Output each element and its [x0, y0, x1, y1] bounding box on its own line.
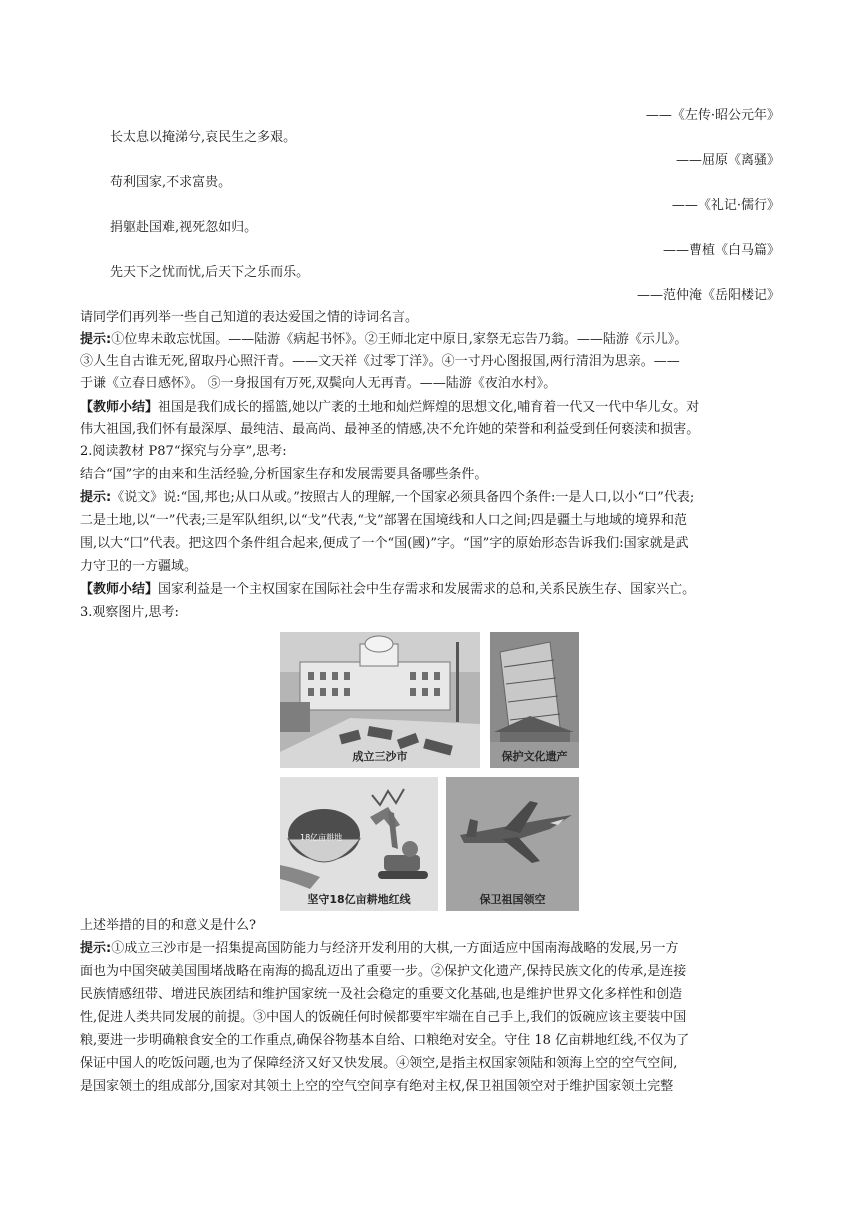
quote-source: ——曹植《白马篇》	[662, 243, 780, 258]
quote-source: ——屈原《离骚》	[675, 153, 780, 168]
figure-caption: 保卫祖国领空	[479, 893, 546, 906]
question-prompt: 上述举措的目的和意义是什么?	[80, 918, 256, 933]
teacher-summary-label: 【教师小结】	[80, 582, 159, 597]
hint-line: 提示:①位卑未敢忘忧国。——陆游《病起书怀》。②王师北定中原日,家祭无忘告乃翁。——陆游《示儿》。	[80, 332, 688, 347]
figure-caption: 保护文化遗产	[501, 750, 568, 763]
hint-line: 民族情感纽带、增进民族团结和维护国家统一及社会稳定的重要文化基础,也是维护世界文化多样性和创造	[80, 987, 683, 1002]
heritage-photo	[490, 632, 579, 768]
quote-source: ——范仲淹《岳阳楼记》	[636, 288, 780, 303]
question-title: 2.阅读教材 P87“探究与分享”,思考:	[80, 444, 287, 459]
hint-line: 二是土地,以“一”代表;三是军队组织,以“戈”代表,“戈”部署在国境线和人口之间;四是疆土与地域的境界和范	[80, 513, 688, 528]
teacher-summary: 【教师小结】国家利益是一个主权国家在国际社会中生存需求和发展需求的总和,关系民族生存、国家兴亡。	[80, 582, 696, 597]
teacher-summary: 【教师小结】祖国是我们成长的摇篮,她以广袤的土地和灿烂辉煌的思想文化,哺育着一代又一代中华儿女。对	[80, 400, 700, 415]
hint-line: ③人生自古谁无死,留取丹心照汗青。——文天祥《过零丁洋》。④一寸丹心图报国,两行清泪为思亲。——	[80, 354, 680, 369]
hint-line: 围,以大“囗”代表。把这四个条件组合起来,便成了一个“国(國)”字。“国”字的原始形态告诉我们:国家就是武	[80, 536, 689, 551]
hint-line: 是国家领土的组成部分,国家对其领土上空的空气空间享有绝对主权,保卫祖国领空对于维护国家领土完整	[80, 1079, 674, 1094]
hint-line: 面也为中国突破美国围堵战略在南海的捣乱迈出了重要一步。②保护文化遗产,保持民族文化的传承,是连接	[80, 964, 687, 979]
hint-line: 性,促进人类共同发展的前提。③中国人的饭碗任何时候都要牢牢端在自己手上,我们的饭碗应该主要装中国	[80, 1010, 687, 1025]
figure-caption: 成立三沙市	[352, 750, 408, 763]
quote-text: 捐躯赴国难,视死忽如归。	[110, 220, 258, 235]
quote-source: ——《左传·昭公元年》	[645, 108, 780, 123]
hint-line: 粮,要进一步明确粮食安全的工作重点,确保谷物基本自给、口粮绝对安全。守住 18 亿亩耕地红线,不仅为了	[80, 1033, 690, 1048]
hint-line: 保证中国人的吃饭问题,也为了保障经济又好又快发展。④领空,是指主权国家领陆和领海上空的空气空间,	[80, 1056, 678, 1071]
figure-panel	[278, 629, 580, 911]
quote-text: 先天下之忧而忧,后天下之乐而乐。	[110, 265, 310, 280]
hint-line: 于谦《立春日感怀》。 ⑤一身报国有万死,双鬓向人无再青。——陆游《夜泊水村》。	[80, 376, 557, 391]
quote-text: 长太息以掩涕兮,哀民生之多艰。	[110, 130, 297, 145]
quote-source: ——《礼记·儒行》	[671, 198, 780, 213]
figure-caption: 坚守18亿亩耕地红线	[307, 893, 411, 906]
question-title: 3.观察图片,思考:	[80, 605, 179, 620]
sansha-photo	[280, 632, 480, 768]
hint-label: 提示:	[80, 332, 112, 347]
question-prompt: 请同学们再列举一些自己知道的表达爱国之情的诗词名言。	[80, 310, 419, 325]
farmland-cartoon	[280, 777, 438, 911]
quote-text: 苟利国家,不求富贵。	[110, 175, 232, 190]
hint-line: 提示:①成立三沙市是一招集提高国防能力与经济开发利用的大棋,一方面适应中国南海战略的发展,另一方	[80, 941, 679, 956]
hint-label: 提示:	[80, 941, 112, 956]
hint-line: 力守卫的一方疆域。	[80, 559, 198, 574]
teacher-summary-line: 伟大祖国,我们怀有最深厚、最纯洁、最高尚、最神圣的情感,决不允许她的荣誉和利益受到任何亵渎和损害。	[80, 422, 700, 437]
question-prompt: 结合“国”字的由来和生活经验,分析国家生存和发展需要具备哪些条件。	[80, 467, 488, 482]
airspace-photo	[446, 777, 579, 911]
hint-label: 提示:	[80, 490, 112, 505]
teacher-summary-label: 【教师小结】	[80, 400, 159, 415]
bowl-label: 18亿亩耕地	[300, 833, 343, 842]
hint-line: 提示:《说文》说:“国,邦也;从口从或。”按照古人的理解,一个国家必须具备四个条件:一是人口,以小“口”代表;	[80, 490, 695, 505]
